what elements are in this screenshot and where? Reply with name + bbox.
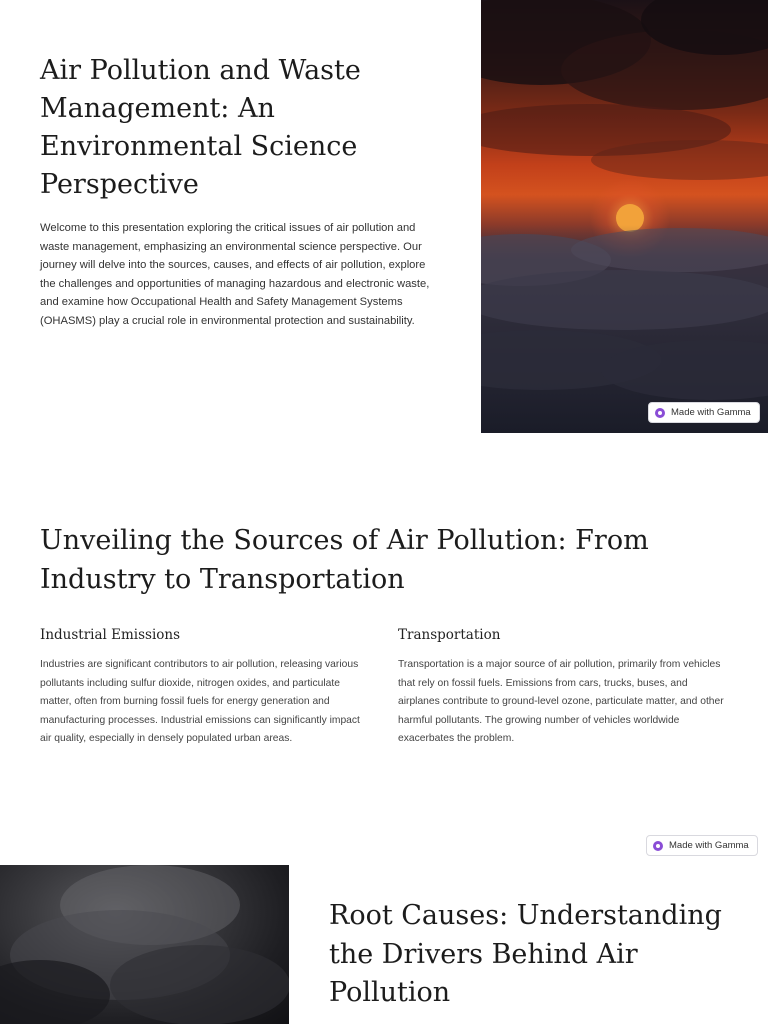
slide-root-causes [0, 865, 768, 1024]
column-text: Transportation is a major source of air pollution, primarily from vehicles that rely on fossil fuels. Emissions from cars, trucks, buses, and airplanes contribute to ground-level ozone, particulate matter, and other harmful pollutants. The growing number of vehicles worldwide exacerbates the problem. [398, 659, 724, 745]
slide-intro [0, 0, 768, 433]
column-heading: Industrial Emissions [40, 627, 181, 643]
slide-intro-text: Welcome to this presentation exploring the critical issues of air pollution and waste management, emphasizing an environmental science perspective. Our journey will delve into the sources, causes, and effects of air pollution, explore the challenges and opportunities of managing hazardous and electronic waste, and examine how Occupational Health and Safety Management Systems (OHASMS) play a crucial role in environmental protection and sustainability. [40, 222, 430, 327]
column-heading: Transportation [398, 627, 501, 643]
smoke-illustration [0, 865, 289, 1024]
made-with-gamma-badge[interactable] [648, 402, 760, 423]
sunset-photo [481, 0, 768, 433]
slide-title: Unveiling the Sources of Air Pollution: From Industry to Transportation [40, 525, 649, 595]
badge-label: Made with Gamma [671, 407, 751, 418]
smoke-photo [0, 865, 289, 1024]
badge-label: Made with Gamma [669, 840, 749, 851]
slide-title: Root Causes: Understanding the Drivers Behind Air Pollution [329, 900, 722, 1008]
gamma-logo-icon [655, 408, 665, 418]
slide-title: Air Pollution and Waste Management: An Environmental Science Perspective [40, 55, 361, 200]
industrial-emissions-column [40, 626, 370, 749]
slide-sources [0, 433, 768, 865]
transportation-column [398, 626, 728, 749]
made-with-gamma-badge[interactable] [646, 835, 758, 856]
sunset-illustration [481, 0, 768, 433]
gamma-logo-icon [653, 841, 663, 851]
column-text: Industries are significant contributors to air pollution, releasing various pollutants including sulfur dioxide, nitrogen oxides, and particulate matter, often from burning fossil fuels for energy generation and manufacturing processes. Industrial emissions can significantly impact air quality, especially in densely populated urban areas. [40, 659, 360, 745]
